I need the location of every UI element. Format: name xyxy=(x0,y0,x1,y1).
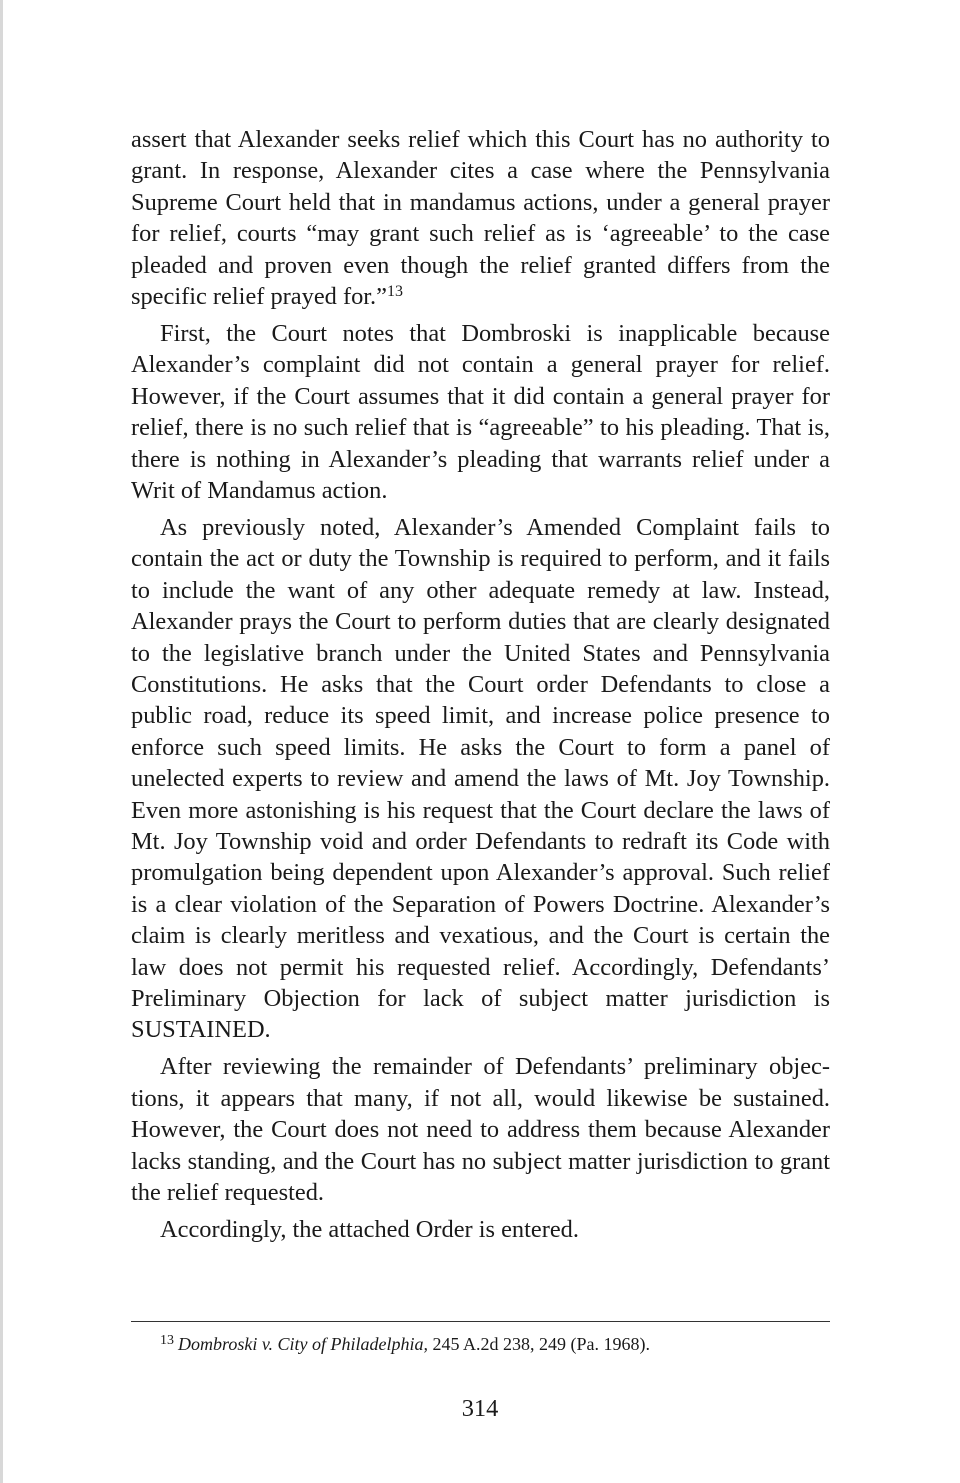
footnote-number: 13 xyxy=(160,1333,174,1348)
footnote-case-name: Dombroski v. City of Philadelphia, xyxy=(178,1334,428,1354)
footnote-divider xyxy=(131,1321,830,1322)
paragraph-5 xyxy=(131,1214,830,1245)
paragraph-3 xyxy=(131,512,830,1046)
paragraph-4-text: After reviewing the remainder of Defendants’ preliminary objections, it appears that many, if not all, would likewise be sustained. However, the Court does not need to address them because Alexander lacks standing, and the Court has no subject matter jurisdiction to grant the relief requested. xyxy=(131,1053,830,1206)
paragraph-3-text: As previously noted, Alexander’s Amended Complaint fails to contain the act or duty the Township is required to perform, and it fails to include the want of any other adequate remedy at law. Instead, Alexander prays the Court to perform duties that are clearly designated to the legislative branch under the United States and Pennsylvania Constitutions. He asks that the Court order Defendants to close a public road, reduce its speed limit, and increase police presence to enforce such speed limits. He asks the Court to form a panel of unelected experts to review and amend the laws of Mt. Joy Township. Even more astonishing is his request that the Court declare the laws of Mt. Joy Township void and order Defendants to redraft its Code with promulgation being dependent upon Alexander’s approval. Such relief is a clear violation of the Separation of Powers Doctrine. Alexander’s claim is clearly meritless and vexatious, and the Court is certain the law does not permit his requested relief. Accordingly, Defendants’ Preliminary Objection for lack of subject matter jurisdiction is SUSTAINED. xyxy=(131,513,830,1044)
paragraph-5-text: Accordingly, the attached Order is entered. xyxy=(160,1215,579,1243)
footnote xyxy=(160,1332,820,1356)
page-edge-shadow xyxy=(0,0,3,1483)
body-text xyxy=(131,124,830,1251)
footnote-citation: 245 A.2d 238, 249 (Pa. 1968). xyxy=(427,1334,650,1354)
page-number: 314 xyxy=(461,1395,499,1422)
paragraph-2-text: First, the Court notes that Dombroski is inapplicable because Alexander’s complaint did not contain a general prayer for relief. However, if the Court assumes that it did contain a general prayer for relief, there is no such relief that is “agreeable” to his pleading. That is, there is nothing in Alexander’s pleading that warrants relief under a Writ of Mandamus action. xyxy=(131,319,830,504)
paragraph-2 xyxy=(131,318,830,506)
paragraph-4 xyxy=(131,1051,830,1208)
footnote-reference[interactable]: 13 xyxy=(386,283,403,301)
paragraph-1-text: assert that Alexander seeks relief which this Court has no authority to grant. In response, Alexander cites a case where the Pennsylvania Supreme Court held that in mandamus actions, under a general prayer for relief, courts “may grant such relief as is ‘agreeable’ to the case pleaded and proven even though the relief granted differs from the specific relief prayed for.” xyxy=(131,126,830,311)
paragraph-1 xyxy=(131,124,830,312)
